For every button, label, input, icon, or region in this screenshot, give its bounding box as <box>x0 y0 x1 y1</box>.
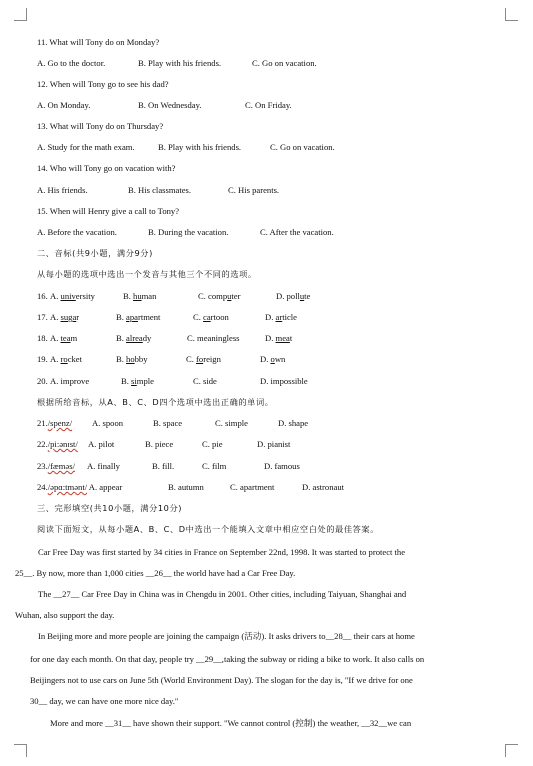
section-2-heading: 二、音标(共9小题，满分9分) <box>37 248 153 258</box>
passage-line-6: for one day each month. On that day, people try __29__,taking the subway or riding a bike to work. It also calls on <box>30 654 425 664</box>
question-17-number: 17. <box>37 312 48 322</box>
option-20-a: A. improve <box>50 376 90 386</box>
question-21: 21./spenz/ <box>37 418 73 428</box>
option-11-c: C. Go on vacation. <box>252 58 317 68</box>
option-15-c: C. After the vacation. <box>260 227 334 237</box>
option-16-a: A. university <box>50 291 95 301</box>
option-11-b: B. Play with his friends. <box>138 58 222 68</box>
question-12: 12. When will Tony go to see his dad? <box>37 79 169 89</box>
crop-mark-bottom-left <box>14 744 27 757</box>
option-24-b: B. autumn <box>168 482 204 492</box>
question-11: 11. What will Tony do on Monday? <box>37 37 160 47</box>
question-24: 24./əpɑ:tmənt/ A. appear <box>37 482 123 492</box>
option-15-a: A. Before the vacation. <box>37 227 117 237</box>
option-18-a: A. team <box>50 333 78 343</box>
option-21-c: C. simple <box>215 418 248 428</box>
option-16-c: C. computer <box>198 291 241 301</box>
option-22-b: B. piece <box>145 439 174 449</box>
option-16-d: D. pollute <box>276 291 311 301</box>
passage-line-7: Beijingers not to use cars on June 5th (World Environment Day). The slogan for the day is, "If we drive for one <box>30 675 413 685</box>
option-21-b: B. space <box>153 418 183 428</box>
option-20-d: D. impossible <box>260 376 308 386</box>
option-19-b: B. hobby <box>116 354 148 364</box>
section-3-instruction: 阅读下面短文，从每小题A、B、C、D中选出一个能填入文章中相应空白处的最佳答案。 <box>37 524 379 534</box>
option-18-b: B. already <box>116 333 152 343</box>
passage-line-5: In Beijing more and more people are joining the campaign (活动). It asks drivers to__28__ their cars at home <box>38 631 415 641</box>
option-14-a: A. His friends. <box>37 185 88 195</box>
option-23-c: C. film <box>202 461 227 471</box>
option-13-b: B. Play with his friends. <box>158 142 242 152</box>
option-14-b: B. His classmates. <box>128 185 192 195</box>
option-14-c: C. His parents. <box>228 185 280 195</box>
option-11-a: A. Go to the doctor. <box>37 58 106 68</box>
option-17-c: C. cartoon <box>193 312 229 322</box>
section-3-heading: 三、完形填空(共10小题，满分10分) <box>37 503 183 513</box>
option-15-b: B. During the vacation. <box>148 227 229 237</box>
question-15: 15. When will Henry give a call to Tony? <box>37 206 180 216</box>
option-12-c: C. On Friday. <box>245 100 292 110</box>
option-23-d: D. famous <box>264 461 300 471</box>
option-23-a: A. finally <box>87 461 120 471</box>
passage-line-9: More and more __31__ have shown their support. "We cannot control (控制) the weather, __32__we can <box>50 718 412 728</box>
option-19-a: A. rocket <box>50 354 83 364</box>
option-20-c: C. side <box>193 376 217 386</box>
option-17-b: B. apartment <box>116 312 161 322</box>
option-13-a: A. Study for the math exam. <box>37 142 135 152</box>
question-19-number: 19. <box>37 354 48 364</box>
option-21-d: D. shape <box>278 418 309 428</box>
option-18-c: C. meaningless <box>187 333 240 343</box>
crop-mark-top-left <box>14 8 27 21</box>
option-13-c: C. Go on vacation. <box>270 142 335 152</box>
question-23: 23./fæməs/ <box>37 461 75 471</box>
option-22-d: D. pianist <box>257 439 291 449</box>
option-12-b: B. On Wednesday. <box>138 100 202 110</box>
question-13: 13. What will Tony do on Thursday? <box>37 121 164 131</box>
option-24-d: D. astronaut <box>302 482 345 492</box>
option-22-a: A. pilot <box>88 439 115 449</box>
passage-line-4: Wuhan, also support the day. <box>15 610 115 620</box>
section-2-instruction-phonetics: 根据所给音标，从A、B、C、D四个选项中选出正确的单词。 <box>37 397 274 407</box>
option-22-c: C. pie <box>202 439 223 449</box>
question-20-number: 20. <box>37 376 48 386</box>
question-16-number: 16. <box>37 291 48 301</box>
option-21-a: A. spoon <box>92 418 124 428</box>
option-17-d: D. article <box>265 312 297 322</box>
passage-line-1: Car Free Day was first started by 34 cities in France on September 22nd, 1998. It was started to protect the <box>38 547 406 557</box>
option-24-c: C. apartment <box>230 482 275 492</box>
section-2-instruction-pronunciation: 从每小题的选项中选出一个发音与其他三个不同的选项。 <box>37 269 257 279</box>
crop-mark-top-right <box>505 8 518 21</box>
question-22: 22./pi:ənɪst/ <box>37 439 78 449</box>
option-19-d: D. own <box>260 354 286 364</box>
passage-line-8: 30__ day, we can have one more nice day." <box>30 696 179 706</box>
option-23-b: B. fill. <box>152 461 175 471</box>
option-20-b: B. simple <box>121 376 154 386</box>
question-14: 14. Who will Tony go on vacation with? <box>37 163 176 173</box>
option-19-c: C. foreign <box>186 354 221 364</box>
option-12-a: A. On Monday. <box>37 100 91 110</box>
question-18-number: 18. <box>37 333 48 343</box>
passage-line-2: 25__. By now, more than 1,000 cities __26__ the world have had a Car Free Day. <box>15 568 296 578</box>
option-16-b: B. human <box>123 291 157 301</box>
option-17-a: A. sugar <box>50 312 80 322</box>
passage-line-3: The __27__ Car Free Day in China was in Chengdu in 2001. Other cities, including Taiyuan, Shanghai and <box>38 589 407 599</box>
option-18-d: D. meat <box>265 333 293 343</box>
crop-mark-bottom-right <box>505 744 518 757</box>
